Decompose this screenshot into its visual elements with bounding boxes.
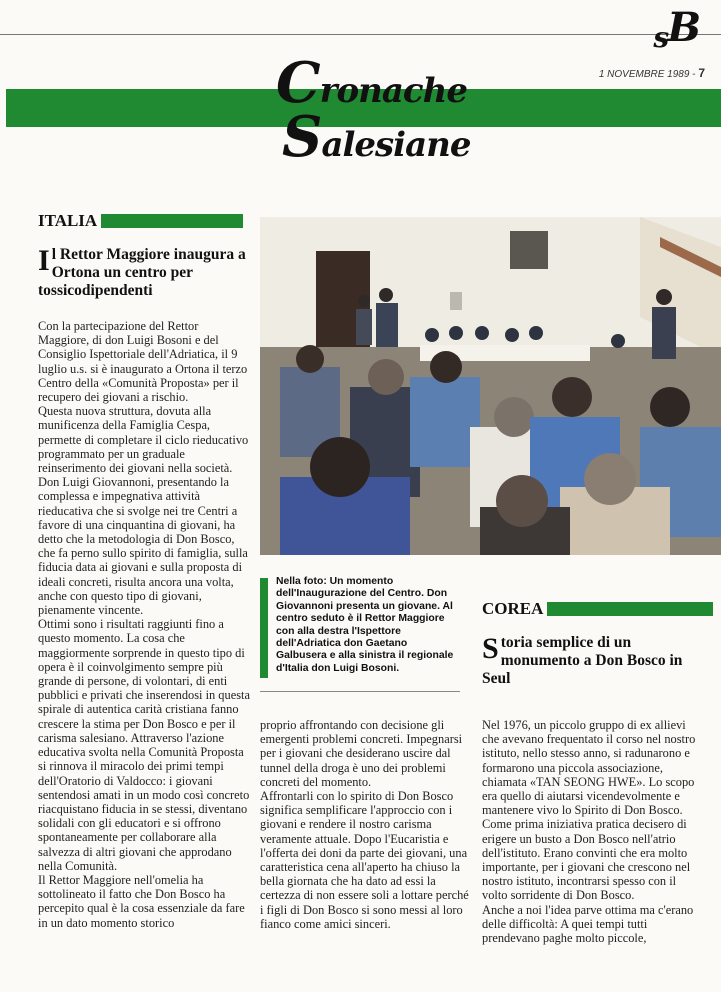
section-label-italia: ITALIA — [38, 211, 243, 231]
header-rule — [0, 34, 721, 35]
caption-accent-bar — [260, 578, 268, 678]
paragraph: Affrontarli con lo spirito di Don Bosco significa semplificare l'approccio con i giovani e rendere il nostro carisma veramente attuale. Dopo l'Eucaristia e l'offerta dei doni da parte dei giovani, una caratteristica cena all'aperto ha chiuso la bella giornata che ha dato ad essi la certezza di non essere soli a lottare perché i figli di Don Bosco si sono messi al loro fianco come amici sinceri. — [260, 789, 469, 931]
drop-cap: S — [482, 632, 499, 665]
section-bar — [547, 602, 713, 616]
headline-corea — [482, 634, 702, 688]
paragraph: Anche a noi l'idea parve ottima ma c'erano delle difficoltà: A quei tempi tutti prendevano paghe molto piccole, — [482, 902, 694, 946]
headline-italia — [38, 246, 250, 300]
paragraph: Ottimi sono i risultati raggiunti fino a questo momento. La cosa che maggiormente sorprende in questo tipo di opera è il coinvolgimento sempre più grande di persone, di volontari, di enti pubblici e privati che inserendosi in questa spirale di autentica carità cristiana fanno crescere la stima per Don Bosco e per il carisma salesiano. Attraverso l'azione educativa svolta nella Comunità Proposta si rinnova il miracolo dei primi tempi dell'Oratorio di Valdocco: i giovani sentendosi amati in un modo così concreto riacquistano fiducia in se stessi, diventano solidali con gli educatori e si offrono spontaneamente per collaborare alla salvezza di altri giovani che approdano nella Comunità. — [38, 617, 250, 873]
section-label-corea: COREA — [482, 599, 713, 619]
article-italia-col2 — [260, 718, 470, 931]
article-corea — [482, 718, 704, 945]
paragraph: proprio affrontando con decisione gli emergenti problemi concreti. Impegnarsi per i giovani che desiderano uscire dal tunnel della droga è uno dei problemi concreti del momento. — [260, 718, 463, 789]
photo-caption: Nella foto: Un momento dell'Inaugurazione del Centro. Don Giovannoni presenta un giovane. Al centro seduto è il Rettor Maggiore con alla destra l'Ispettore dell'Adriatica don Gaetano Galbusera e alla sinistra il regionale d'Italia don Luigi Bosoni. — [276, 576, 454, 674]
section-bar — [101, 214, 243, 228]
paragraph: Con la partecipazione del Rettor Maggiore, di don Luigi Bosoni e del Consiglio Ispettoriale dell'Adriatica, il 9 luglio u.s. si è inaugurato a Ortona il terzo Centro della «Comunità Proposta» per il recupero dei giovani a rischio. — [38, 319, 248, 405]
paragraph: Come prima iniziativa pratica decisero di erigere un busto a Don Bosco nell'atrio dell'istituto. Erano convinti che era molto importante, per i giovani che crescono nel nostro istituto, incontrarsi spesso con il volto sorridente di Don Bosco. — [482, 817, 691, 903]
drop-cap: I — [38, 244, 50, 277]
event-photo — [260, 217, 721, 555]
page-number: 7 — [698, 66, 705, 80]
headline-text: l Rettor Maggiore inaugura a Ortona un centro per tossicodipendenti — [38, 246, 246, 299]
masthead-salesiane: Salesiane — [282, 104, 471, 170]
masthead — [276, 50, 471, 170]
paragraph: Questa nuova struttura, dovuta alla munificenza della Famiglia Cespa, permette di completare il ciclo rieducativo programmato per un graduale reinserimento dei giovani nella società. — [38, 404, 249, 476]
issue-date: 1 NOVEMBRE 1989 - 7 — [598, 66, 705, 80]
caption-divider — [260, 691, 460, 692]
paragraph: Il Rettor Maggiore nell'omelia ha sottolineato il fatto che Don Bosco ha percepito qual è la cosa essenziale da fare in un dato momento storico — [38, 872, 245, 930]
headline-text: toria semplice di un monumento a Don Bosco in Seul — [482, 634, 683, 687]
paragraph: Nel 1976, un piccolo gruppo di ex allievi che avevano frequentato il corso nel nostro istituto, nello stesso anno, si radunarono e formarono una piccola associazione, chiamata «TAN SEONG HWE». Lo scopo era quello di aiutarsi vicendevolmente e mantenere vivo lo Spirito di Don Bosco. — [482, 718, 696, 818]
paragraph: Don Luigi Giovannoni, presentando la complessa e impegnativa attività rieducativa che si svolge nei tre Centri a favore di una cinquantina di giovani, ha detto che la metodologia di Don Bosco, che fa perno sullo spirito di famiglia, sulla fiducia data ai giovani e sulla proposta di ideali concreti, risulta ancora una volta, anche con questo tipo di giovani, pienamente vincente. — [38, 475, 248, 618]
photo-illustration — [260, 217, 721, 555]
sb-logo: sB — [653, 4, 699, 54]
masthead-cronache: Cronache — [276, 50, 467, 116]
article-italia-col1 — [38, 319, 250, 930]
